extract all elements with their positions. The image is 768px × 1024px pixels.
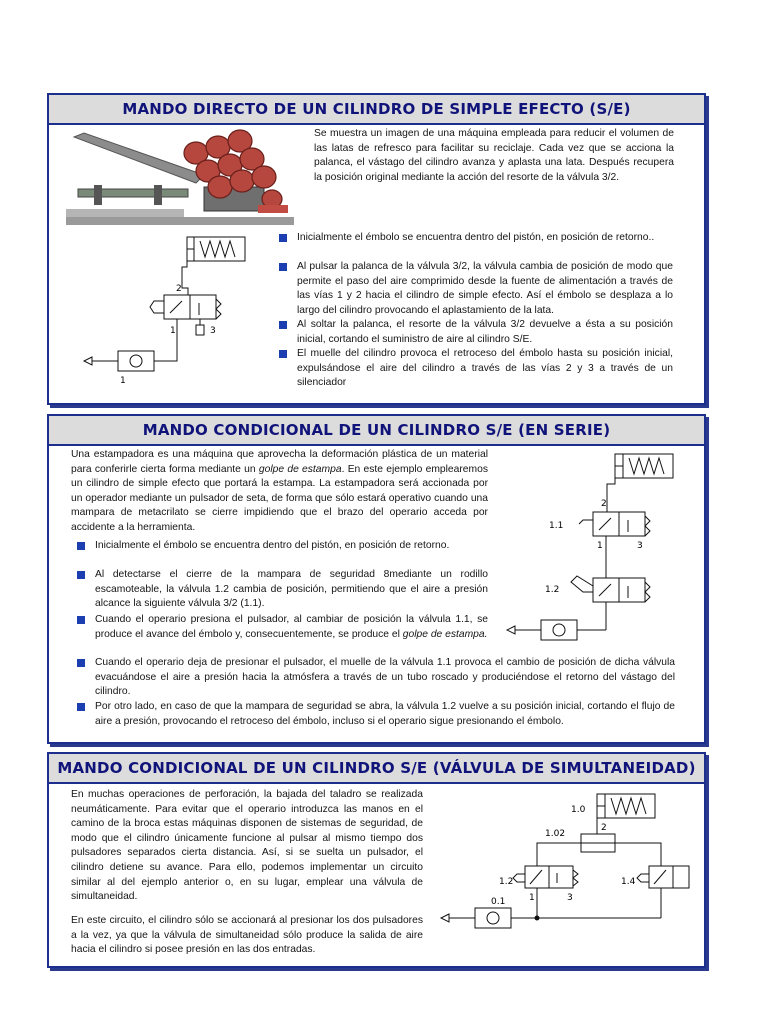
- port-label: 1: [529, 893, 535, 903]
- bullet-icon: [77, 571, 85, 579]
- list-item: [297, 260, 673, 318]
- bullet-text: El muelle del cilindro provoca el retroceso del émbolo hasta su posición inicial, expulsándose el aire del cilindro a través de las vías 2 y 3 a través de un silenciador: [297, 348, 673, 389]
- bullet-text: Al detectarse el cierre de la mampara de seguridad 8mediante un rodillo escamoteable, la válvula 1.2 cambia de posición, permitiendo que el aire a presión alcance la siguiente válvula 3/2 (1.1).: [95, 569, 488, 610]
- port-label: 1: [597, 541, 603, 551]
- source-label: 0.1: [491, 897, 506, 907]
- list-item: [95, 539, 488, 554]
- section-title: MANDO DIRECTO DE UN CILINDRO DE SIMPLE EFECTO (S/E): [49, 95, 704, 125]
- section-title: MANDO CONDICIONAL DE UN CILINDRO S/E (EN SERIE): [49, 416, 704, 446]
- valve-label: 1.4: [621, 877, 636, 887]
- valve-label: 1.2: [499, 877, 514, 887]
- intro-text: Una estampadora es una máquina que aprovecha la deformación plástica de un material para conferirle cierta forma mediante un: [71, 449, 488, 475]
- valve-label: 1.2: [545, 585, 560, 595]
- bullet-icon: [279, 234, 287, 242]
- list-item: [95, 568, 488, 612]
- valve-label: 1.02: [545, 829, 566, 839]
- bullet-text: Inicialmente el émbolo se encuentra dentro del pistón, en posición de retorno..: [297, 232, 655, 243]
- section-direct-control: [47, 93, 706, 405]
- section3-paragraph-2: En este circuito, el cilindro sólo se accionará al presionar los dos pulsadores a la vez, ya que la válvula de simultaneidad sólo produce la salida de aire hacia el cilindro si posee presión en las dos entradas.: [71, 915, 423, 956]
- bullet-icon: [279, 350, 287, 358]
- bullet-text: Al pulsar la palanca de la válvula 3/2, la válvula cambia de posición de modo que permite el paso del aire comprimido desde la fuente de alimentación a través de las vías 1 y 2 hacia el cilindro de simple efecto. Así el émbolo se desplaza a lo largo del cilindro provocando el aplastamiento de la lata.: [297, 261, 673, 316]
- bullet-icon: [77, 659, 85, 667]
- section-series-control: [47, 414, 706, 744]
- cylinder-label: 1.0: [571, 805, 586, 815]
- section-title: MANDO CONDICIONAL DE UN CILINDRO S/E (VÁLVULA DE SIMULTANEIDAD): [49, 754, 704, 784]
- bullet-text: Al soltar la palanca, el resorte de la válvula 3/2 devuelve a ésta a su posición inicial, cortando el suministro de aire al cilindro S/E.: [297, 319, 673, 345]
- port-label: 2: [601, 823, 607, 833]
- port-label: 1: [170, 326, 176, 336]
- list-item: [95, 700, 675, 729]
- bullet-icon: [77, 616, 85, 624]
- port-label: 1: [120, 376, 126, 385]
- port-label: 3: [567, 893, 573, 903]
- port-label: 2: [601, 499, 607, 509]
- section1-intro: Se muestra un imagen de una máquina empleada para reducir el volumen de las latas de refresco para facilitar su reciclaje. Cada vez que se acciona la palanca, el vástago del cilindro avanza y aplasta una lata. Después recupera la posición original mediante la acción del resorte de la válvula 3/2.: [314, 128, 674, 183]
- bullet-text: Por otro lado, en caso de que la mampara de seguridad se abra, la válvula 1.2 vuelve a su posición inicial, cortando el flujo de aire a presión, provocando el retroceso del émbolo, incluso si el operario sigue presionando el émbolo.: [95, 701, 675, 727]
- port-label: 3: [637, 541, 643, 551]
- section-simultaneity-control: [47, 752, 706, 968]
- can-crusher-illustration: [64, 127, 296, 225]
- bullet-icon: [279, 263, 287, 271]
- port-label: 2: [176, 284, 182, 294]
- section2-intro: [71, 448, 488, 536]
- bullet-text: Cuando el operario presiona el pulsador, al cambiar de posición la válvula 1.1, se produce el avance del émbolo y, consecuentemente, se produce el golpe de estampa.: [95, 614, 488, 640]
- list-item: [297, 318, 673, 347]
- valve-label: 1.1: [549, 521, 564, 531]
- circuit-diagram-3: [433, 788, 698, 960]
- intro-text: . En este ejemplo emplearemos un cilindro de simple efecto que portará la estampa. La estampadora será accionada por un operador mediante un pulsador de seta, de forma que sólo estará operativo cuando una mampara de metacrilato se cierre impidiendo que el brazo del operario acceda por accidente a la herramienta.: [71, 463, 488, 533]
- circuit-diagram-1: [64, 233, 274, 385]
- list-item: [297, 231, 673, 246]
- circuit-diagram-2: [497, 450, 702, 650]
- bullet-emphasis: golpe de estampa.: [402, 628, 488, 640]
- bullet-icon: [77, 542, 85, 550]
- list-item: [297, 347, 673, 391]
- bullet-icon: [279, 321, 287, 329]
- bullet-text: Cuando el operario deja de presionar el pulsador, el muelle de la válvula 1.1 provoca el cambio de posición de dicha válvula evacuándose el aire a presión hacia la atmósfera a través de un tubo roscado y produciéndose el retorno del vástago del cilindro.: [95, 657, 675, 698]
- intro-emphasis: golpe de estampa: [258, 463, 342, 475]
- list-item: [95, 656, 675, 700]
- section3-paragraph-1: En muchas operaciones de perforación, la bajada del taladro se realizada neumáticamente. Para evitar que el operario introduzca las manos en el camino de la broca estas máquinas disponen de sistemas de seguridad, de modo que el cilindro únicamente funcione al pulsar al mismo tiempo dos pulsadores separados cierta distancia. Así, si se suelta un pulsador, el cilindro detiene su avance. Para ello, podemos implementar un circuito similar al del ejemplo anterior o, en su lugar, emplear una válvula de simultaneidad.: [71, 789, 423, 903]
- bullet-icon: [77, 703, 85, 711]
- port-label: 3: [210, 326, 216, 336]
- bullet-text: Inicialmente el émbolo se encuentra dentro del pistón, en posición de retorno.: [95, 540, 450, 551]
- list-item: [95, 613, 488, 642]
